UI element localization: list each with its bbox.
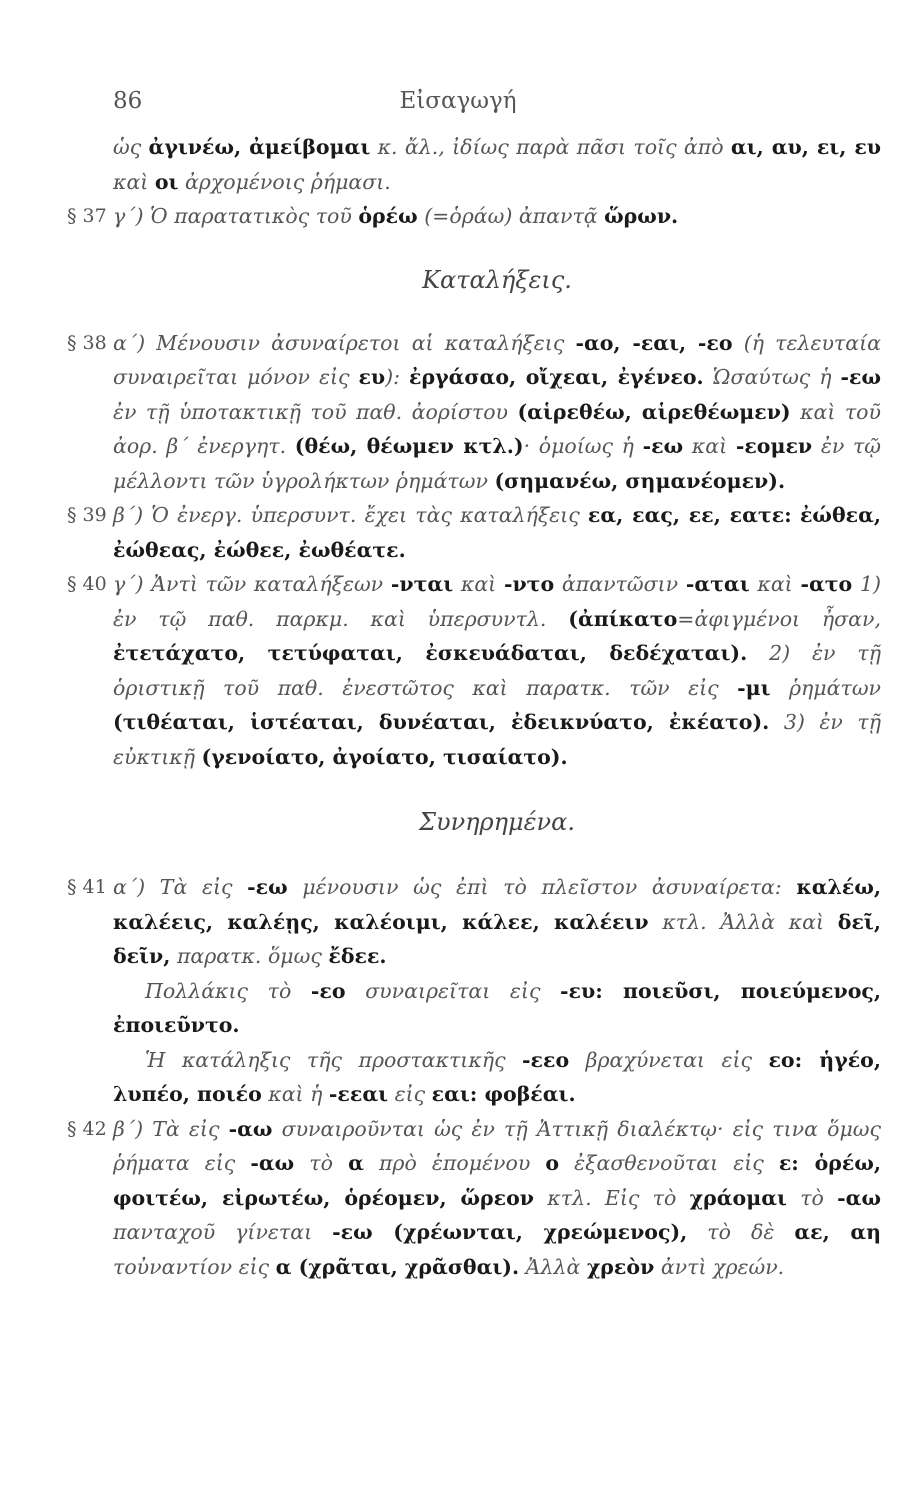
section-number: § 38 — [67, 331, 107, 354]
greek-form: ἐώθεα, ἐώθεας, ἐώθεε, ἐωθέατε. — [113, 503, 881, 562]
commentary-text: εἰς — [388, 1082, 432, 1106]
commentary-text: ἀρχομένοις ῥήμασι. — [178, 169, 391, 194]
greek-form: ἐργάσαο, οἴχεαι, ἐγένεο. — [409, 365, 704, 389]
paragraph — [113, 130, 881, 199]
commentary-text: καὶ — [683, 434, 736, 458]
commentary-text: βραχύνεται εἰς — [569, 1047, 769, 1072]
greek-form: -αο, -εαι, -εο — [575, 330, 733, 355]
greek-form: -ντο — [503, 572, 555, 596]
greek-form: ευ — [358, 365, 386, 389]
page-number: 86 — [113, 88, 143, 114]
commentary-text: β΄) Ὁ ἐνεργ. ὑπερσυντ. ἔχει τὰς καταλήξεις — [113, 503, 588, 527]
commentary-text: 2) ἐν τῇ ὁριστικῇ τοῦ παθ. ἐνεστῶτος καὶ παρατκ. τῶν εἰς — [113, 641, 881, 700]
greek-form: ἐτετάχατο, τετύφαται, ἐσκευάδαται, δεδέχαται). — [113, 641, 748, 665]
commentary-text: 1) ἐν τῷ παθ. παρκμ. καὶ ὑπερσυντλ. — [113, 572, 882, 631]
commentary-text: Πολλάκις τὸ — [145, 978, 311, 1003]
greek-form: οι — [154, 169, 179, 194]
commentary-text: τὸ — [786, 1185, 838, 1210]
body-text — [67, 130, 882, 1284]
section-number: § 37 — [67, 205, 107, 227]
paragraph — [67, 870, 881, 974]
greek-form: -εομεν — [735, 434, 813, 458]
greek-form: -αται — [685, 572, 750, 596]
commentary-text: ἐν τῇ ὑποτακτικῇ τοῦ παθ. ἀορίστου — [113, 399, 518, 424]
greek-form: ο — [545, 1151, 560, 1175]
commentary-text: ὡς — [113, 135, 149, 159]
commentary-text: =ἀφιγμένοι ἦσαν, — [677, 606, 881, 631]
greek-form: ἀγινέω, ἀμείβομαι — [148, 135, 371, 159]
page-header — [0, 88, 916, 118]
commentary-text: μένουσιν ὡς ἐπὶ τὸ πλεῖστον ἀσυναίρετα: — [287, 875, 797, 899]
greek-form: α (χρᾶται, χρᾶσθαι). — [275, 1254, 520, 1279]
commentary-text: παρατκ. ὅμως — [170, 944, 329, 968]
greek-form: εαι: φοβέαι. — [431, 1082, 576, 1106]
greek-form: ὁρέω — [358, 204, 418, 228]
greek-form: (θέω, θέωμεν κτλ.) — [294, 434, 524, 458]
paragraph — [67, 498, 881, 567]
commentary-text: καὶ — [453, 572, 504, 596]
commentary-text — [792, 503, 800, 527]
paragraph — [113, 1043, 881, 1112]
greek-form: (σημανέω, σημανέομεν). — [494, 468, 786, 493]
commentary-text: ῥημάτων — [770, 675, 881, 700]
commentary-text: (ἡ τελευταία συναιρεῖται μόνον εἰς — [113, 330, 881, 389]
paragraph — [67, 1112, 882, 1285]
commentary-text: συναιροῦνται ὡς ἐν τῇ Ἀττικῇ διαλέκτῳ· εἰς τινα ὅμως ῥήματα εἰς — [113, 1116, 881, 1175]
greek-form: καλέω, καλέεις, καλέῃς, καλέοιμι, κάλεε, καλέειν — [113, 875, 881, 934]
greek-form: ἔδεε. — [328, 944, 387, 968]
paragraph — [113, 974, 881, 1043]
greek-form: -εω (χρέωνται, χρεώμενος), — [332, 1220, 688, 1244]
greek-form: -εο — [310, 978, 346, 1003]
greek-form: -αω — [228, 1116, 273, 1141]
commentary-text: κ. ἄλ., ἰδίως παρὰ πᾶσι τοῖς ἀπὸ — [370, 135, 731, 159]
greek-form: -εω — [247, 875, 288, 899]
greek-form: -αω — [837, 1185, 881, 1210]
commentary-text: πρὸ ἑπομένου — [363, 1151, 546, 1175]
commentary-text: ἀπαντῶσιν — [554, 572, 686, 596]
greek-form: -εω — [642, 434, 684, 458]
commentary-text: Ὡσαύτως ἡ — [703, 365, 841, 389]
commentary-text: γ΄) Ὁ παρατατικὸς τοῦ — [113, 204, 359, 228]
running-title: Εἰσαγωγή — [399, 88, 517, 114]
commentary-text: ἀντὶ — [654, 1254, 714, 1279]
greek-form: (ἀπίκατο — [568, 606, 678, 631]
commentary-text: ἐν τῷ μέλλοντι τῶν ὑγρολήκτων ῥημάτων — [113, 434, 882, 493]
commentary-text: Ἡ κατάληξις τῆς προστακτικῆς — [145, 1047, 523, 1072]
commentary-text: κτλ. Ἀλλὰ καὶ — [648, 909, 838, 934]
greek-form: χρεὸν — [586, 1254, 655, 1279]
greek-form: ε: ὁρέω, φοιτέω, εἰρωτέω, ὁρέομεν, ὥρεον — [113, 1151, 882, 1210]
greek-form: -αω — [250, 1151, 295, 1175]
greek-form: χράομαι — [689, 1185, 787, 1210]
greek-form: δεῖ, δεῖν, — [113, 909, 881, 968]
section-heading: Καταλήξεις. — [422, 265, 572, 294]
commentary-text: ): — [385, 365, 410, 389]
greek-form: ὥρων. — [604, 204, 679, 228]
commentary-text: καὶ — [749, 572, 801, 596]
commentary-text: κτλ. Εἰς τὸ — [534, 1185, 690, 1210]
commentary-text: συναιρεῖται εἰς — [345, 978, 561, 1003]
section-number: § 39 — [67, 504, 107, 526]
greek-form: αι, αυ, ει, ευ — [730, 135, 882, 159]
paragraph — [67, 326, 882, 499]
greek-form: -ευ: ποιεῦσι, ποιεύμενος, ἐποιεῦντο. — [113, 978, 881, 1037]
commentary-text: καὶ ἡ — [261, 1082, 329, 1106]
greek-form: -ατο — [800, 572, 853, 596]
greek-form: -εω — [840, 365, 881, 389]
commentary-text: καὶ τοῦ ἀορ. β΄ ἐνεργητ. — [113, 399, 881, 458]
greek-form: αε, αη — [794, 1220, 881, 1244]
greek-form: -μι — [737, 675, 771, 700]
greek-form: α — [348, 1151, 364, 1175]
commentary-text: α΄) Τὰ εἰς — [113, 875, 248, 899]
commentary-text: (=ὁράω) ἀπαντᾷ — [417, 204, 605, 228]
greek-form: (γενοίατο, ἀγοίατο, τισαίατο). — [201, 744, 568, 769]
commentary-text: · ὁμοίως ἡ — [523, 434, 643, 458]
commentary-text: γ΄) Ἀντὶ τῶν καταλήξεων — [113, 572, 391, 596]
greek-form: -νται — [390, 572, 454, 596]
commentary-text: β΄) Τὰ εἰς — [113, 1116, 229, 1141]
section-heading: Συνηρημένα. — [419, 808, 575, 836]
greek-form: (αἱρεθέω, αἱρεθέωμεν) — [517, 399, 791, 424]
commentary-text: Ἀλλὰ — [519, 1254, 587, 1279]
commentary-text: τὸ — [294, 1151, 349, 1175]
commentary-text: 3) ἐν τῇ εὐκτικῇ — [113, 710, 881, 769]
greek-form: -εεαι — [328, 1082, 389, 1106]
section-number: § 41 — [67, 876, 107, 898]
commentary-text: ἐξασθενοῦται εἰς — [559, 1151, 779, 1175]
greek-form: εα, εας, εε, εατε: — [587, 503, 792, 527]
greek-form: -εεο — [522, 1047, 570, 1072]
commentary-text: τὸ δὲ — [687, 1220, 795, 1244]
section-number: § 40 — [67, 573, 107, 595]
commentary-text: καὶ — [113, 169, 155, 194]
greek-form: (τιθέαται, ἱστέαται, δυνέαται, ἐδεικνύατο, ἐκέατο). — [113, 710, 770, 734]
paragraph — [67, 199, 881, 234]
paragraph — [67, 567, 882, 774]
section-number: § 42 — [67, 1117, 107, 1140]
commentary-text: τοὐναντίον εἰς — [113, 1254, 276, 1279]
commentary-text: α΄) Μένουσιν ἀσυναίρετοι αἱ καταλήξεις — [113, 330, 576, 355]
commentary-text: χρεών. — [713, 1254, 785, 1279]
greek-form: εο: ἡγέο, λυπέο, ποιέο — [113, 1047, 881, 1106]
commentary-text: πανταχοῦ γίνεται — [113, 1220, 333, 1244]
